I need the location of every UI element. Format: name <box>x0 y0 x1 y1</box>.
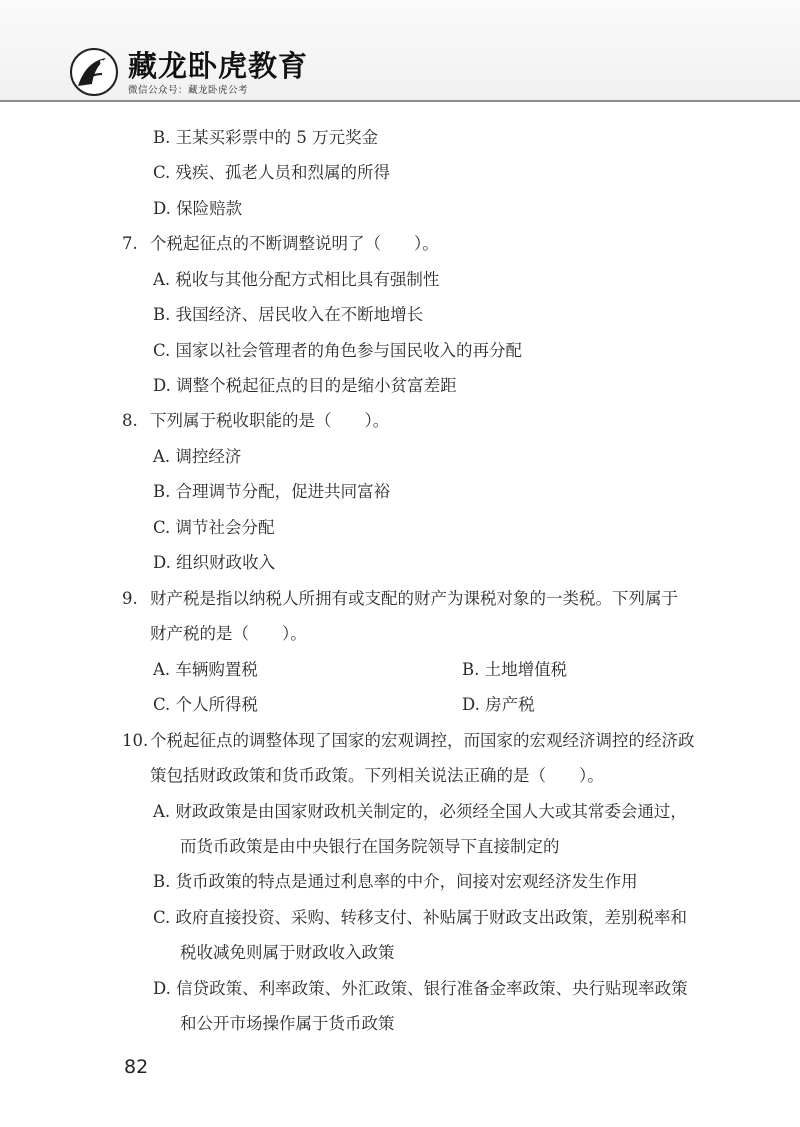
option-line: D. 组织财政收入 <box>153 553 276 572</box>
option-line: C. 调节社会分配 <box>153 518 275 537</box>
page-number: 82 <box>124 1056 149 1078</box>
question-number: 9. <box>122 589 138 608</box>
brand-title: 藏龙卧虎教育 <box>128 49 309 83</box>
option-line: C. 政府直接投资、采购、转移支付、补贴属于财政支出政策，差别税率和 <box>153 908 688 927</box>
option-line: B. 合理调节分配，促进共同富裕 <box>153 482 391 501</box>
option-line-continued: 而货币政策是由中央银行在国务院领导下直接制定的 <box>180 837 560 856</box>
bird-logo-icon <box>72 50 116 94</box>
brand-subtitle: 微信公众号：藏龙卧虎公考 <box>128 85 249 96</box>
option-line: A. 财政政策是由国家财政机关制定的，必须经全国人大或其常委会通过， <box>153 802 687 821</box>
option-line: A. 车辆购置税 <box>153 660 258 679</box>
question-text-continued: 财产税的是（ ）。 <box>150 624 307 643</box>
question-number: 7. <box>122 234 138 253</box>
option-line: C. 国家以社会管理者的角色参与国民收入的再分配 <box>153 341 523 360</box>
option-line: D. 信贷政策、利率政策、外汇政策、银行准备金率政策、央行贴现率政策 <box>153 979 688 998</box>
option-line: D. 房产税 <box>462 695 535 714</box>
option-line-continued: 和公开市场操作属于货币政策 <box>180 1014 395 1033</box>
question-text: 财产税是指以纳税人所拥有或支配的财产为课税对象的一类税。下列属于 <box>150 589 678 608</box>
option-line: A. 税收与其他分配方式相比具有强制性 <box>153 270 440 289</box>
option-line: C. 残疾、孤老人员和烈属的所得 <box>153 163 391 182</box>
question-number: 8. <box>122 411 138 430</box>
question-number: 10. <box>122 731 149 750</box>
question-text-continued: 策包括财政政策和货币政策。下列相关说法正确的是（ ）。 <box>150 766 604 785</box>
header-divider <box>0 100 800 102</box>
option-line: D. 保险赔款 <box>153 199 243 218</box>
question-text: 个税起征点的调整体现了国家的宏观调控，而国家的宏观经济调控的经济政 <box>150 731 695 750</box>
page-header <box>0 0 800 100</box>
option-line: D. 调整个税起征点的目的是缩小贫富差距 <box>153 376 457 395</box>
option-line: B. 王某买彩票中的 5 万元奖金 <box>153 128 379 147</box>
option-line: A. 调控经济 <box>153 447 242 466</box>
question-text: 下列属于税收职能的是（ ）。 <box>150 411 390 430</box>
question-text: 个税起征点的不断调整说明了（ ）。 <box>150 234 439 253</box>
option-line: B. 货币政策的特点是通过利息率的中介，间接对宏观经济发生作用 <box>153 872 638 891</box>
brand-logo <box>70 48 118 96</box>
option-line: B. 土地增值税 <box>462 660 568 679</box>
option-line: B. 我国经济、居民收入在不断地增长 <box>153 305 424 324</box>
option-line-continued: 税收减免则属于财政收入政策 <box>180 943 395 962</box>
option-line: C. 个人所得税 <box>153 695 259 714</box>
